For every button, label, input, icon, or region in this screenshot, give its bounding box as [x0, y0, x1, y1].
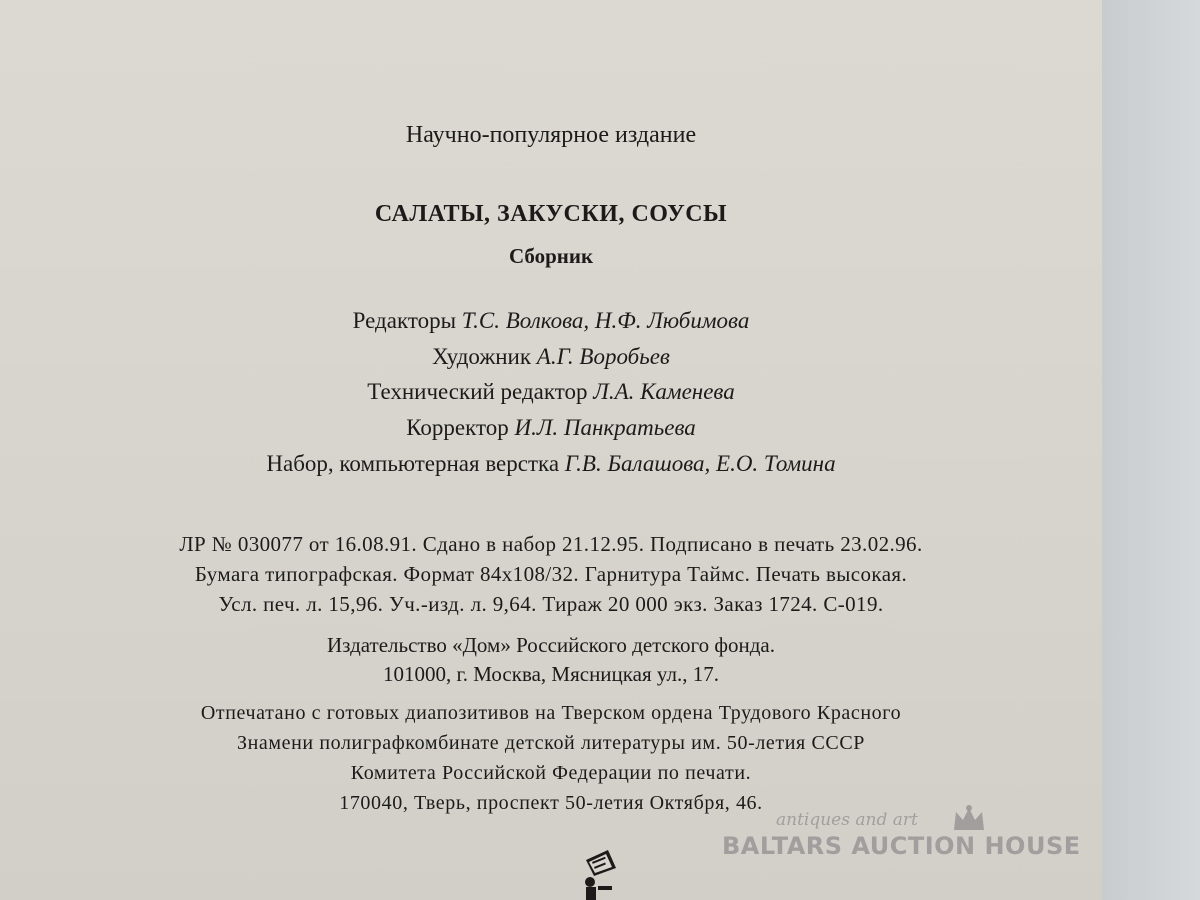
edition-type: Научно-популярное издание [405, 122, 697, 148]
watermark-name: BALTARS AUCTION HOUSE [722, 832, 1081, 860]
credit-names: Т.С. Волкова, Н.Ф. Любимова [461, 308, 750, 333]
credit-role: Набор, компьютерная верстка [266, 451, 560, 476]
credit-names: Г.В. Балашова, Е.О. Томина [564, 451, 836, 476]
credit-role: Технический редактор [367, 379, 588, 404]
printer-line: Отпечатано с готовых диапозитивов на Тверском ордена Трудового Красного [200, 702, 902, 724]
credit-editors [0, 308, 1102, 334]
credit-typesetting [0, 451, 1102, 477]
credit-proofreader [0, 415, 1102, 441]
credit-role: Корректор [406, 415, 509, 440]
credit-role: Редакторы [352, 308, 457, 333]
credit-tech-editor [0, 379, 1102, 405]
background-edge [1102, 0, 1200, 900]
print-details-line: Бумага типографская. Формат 84x108/32. Гарнитура Таймс. Печать высокая. [194, 562, 908, 586]
credit-names: Л.А. Каменева [593, 379, 735, 404]
publisher-name: Издательство «Дом» Российского детского фонда. [326, 633, 775, 657]
watermark-tagline: antiques and art [776, 810, 918, 830]
auction-watermark [722, 810, 1122, 880]
printer-line: Знамени полиграфкомбинате детской литературы им. 50-летия СССР [237, 732, 865, 754]
credit-names: А.Г. Воробьев [536, 344, 670, 369]
credit-role: Художник [432, 344, 532, 369]
publisher-address: 101000, г. Москва, Мясницкая ул., 17. [383, 662, 719, 686]
book-logo-icon [578, 846, 622, 900]
credit-artist [0, 344, 1102, 370]
printer-line: 170040, Тверь, проспект 50-летия Октября, 46. [339, 792, 763, 814]
book-subtitle: Сборник [508, 244, 594, 268]
book-title: САЛАТЫ, ЗАКУСКИ, СОУСЫ [374, 201, 728, 227]
print-details-line: ЛР № 030077 от 16.08.91. Сдано в набор 21.12.95. Подписано в печать 23.02.96. [179, 532, 923, 556]
printer-line: Комитета Российской Федерации по печати. [350, 762, 752, 784]
credit-names: И.Л. Панкратьева [514, 415, 696, 440]
print-details-line: Усл. печ. л. 15,96. Уч.-изд. л. 9,64. Тираж 20 000 экз. Заказ 1724. С-019. [218, 592, 884, 616]
crown-icon [952, 804, 986, 834]
